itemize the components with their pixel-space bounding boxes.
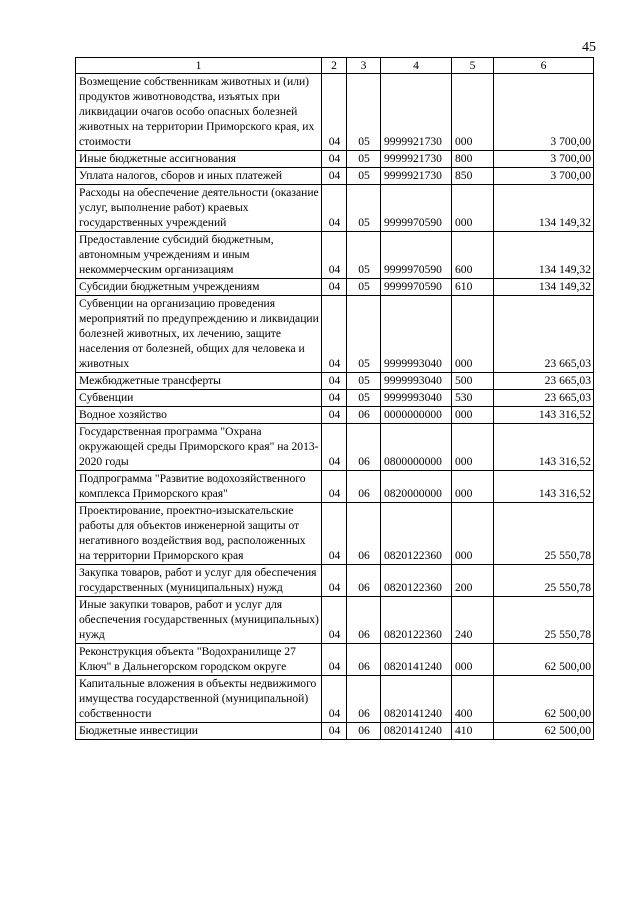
expense-type-code: 500 (452, 373, 494, 390)
razdel-code: 04 (322, 597, 347, 644)
expense-type-code: 610 (452, 279, 494, 296)
podrazdel-code: 05 (347, 168, 381, 185)
table-row (76, 232, 594, 279)
expense-type-code: 000 (452, 74, 494, 151)
row-name: Водное хозяйство (76, 407, 322, 424)
razdel-code: 04 (322, 168, 347, 185)
row-name: Иные бюджетные ассигнования (76, 151, 322, 168)
amount: 23 665,03 (494, 373, 594, 390)
row-name: Проектирование, проектно-изыскательские работы для объектов инженерной защиты от негативного воздействия вод, расположенных на территории Приморского края (76, 503, 322, 565)
table-row (76, 185, 594, 232)
podrazdel-code: 06 (347, 424, 381, 471)
podrazdel-code: 06 (347, 407, 381, 424)
table-row (76, 676, 594, 723)
header-cell: 5 (452, 58, 494, 74)
podrazdel-code: 06 (347, 723, 381, 740)
header-cell: 1 (76, 58, 322, 74)
row-name: Уплата налогов, сборов и иных платежей (76, 168, 322, 185)
header-cell: 3 (347, 58, 381, 74)
table-row (76, 471, 594, 503)
razdel-code: 04 (322, 279, 347, 296)
amount: 23 665,03 (494, 296, 594, 373)
amount: 3 700,00 (494, 168, 594, 185)
table-row (76, 644, 594, 676)
podrazdel-code: 05 (347, 232, 381, 279)
razdel-code: 04 (322, 676, 347, 723)
expense-type-code: 000 (452, 644, 494, 676)
expense-type-code: 000 (452, 471, 494, 503)
expense-type-code: 000 (452, 503, 494, 565)
target-article-code: 9999921730 (381, 74, 452, 151)
razdel-code: 04 (322, 373, 347, 390)
row-name: Подпрограмма "Развитие водохозяйственного комплекса Приморского края" (76, 471, 322, 503)
expense-type-code: 000 (452, 424, 494, 471)
target-article-code: 0820141240 (381, 723, 452, 740)
table-row (76, 723, 594, 740)
target-article-code: 9999993040 (381, 296, 452, 373)
razdel-code: 04 (322, 723, 347, 740)
table-row (76, 597, 594, 644)
podrazdel-code: 06 (347, 597, 381, 644)
expense-type-code: 240 (452, 597, 494, 644)
page-number: 45 (582, 40, 596, 55)
row-name: Субвенции на организацию проведения мероприятий по предупреждению и ликвидации болезней животных, их лечению, защите населения от болезней, общих для человека и животных (76, 296, 322, 373)
expense-type-code: 400 (452, 676, 494, 723)
target-article-code: 9999993040 (381, 390, 452, 407)
target-article-code: 0820122360 (381, 565, 452, 597)
razdel-code: 04 (322, 232, 347, 279)
row-name: Субвенции (76, 390, 322, 407)
table-row (76, 168, 594, 185)
razdel-code: 04 (322, 565, 347, 597)
header-cell: 4 (381, 58, 452, 74)
expense-type-code: 000 (452, 407, 494, 424)
target-article-code: 9999921730 (381, 151, 452, 168)
razdel-code: 04 (322, 390, 347, 407)
table-row (76, 373, 594, 390)
podrazdel-code: 06 (347, 676, 381, 723)
target-article-code: 9999970590 (381, 279, 452, 296)
target-article-code: 9999970590 (381, 232, 452, 279)
razdel-code: 04 (322, 503, 347, 565)
amount: 3 700,00 (494, 151, 594, 168)
razdel-code: 04 (322, 74, 347, 151)
razdel-code: 04 (322, 407, 347, 424)
table-row (76, 74, 594, 151)
razdel-code: 04 (322, 296, 347, 373)
amount: 25 550,78 (494, 597, 594, 644)
expense-type-code: 800 (452, 151, 494, 168)
amount: 62 500,00 (494, 644, 594, 676)
row-name: Предоставление субсидий бюджетным, автономным учреждениям и иным некоммерческим организациям (76, 232, 322, 279)
row-name: Бюджетные инвестиции (76, 723, 322, 740)
amount: 25 550,78 (494, 503, 594, 565)
razdel-code: 04 (322, 185, 347, 232)
razdel-code: 04 (322, 424, 347, 471)
expense-type-code: 200 (452, 565, 494, 597)
row-name: Межбюджетные трансферты (76, 373, 322, 390)
table-row (76, 407, 594, 424)
row-name: Возмещение собственникам животных и (или) продуктов животноводства, изъятых при ликвидации очагов особо опасных болезней животных на территории Приморского края, их стоимости (76, 74, 322, 151)
header-row (76, 58, 594, 74)
table-row (76, 565, 594, 597)
podrazdel-code: 06 (347, 471, 381, 503)
row-name: Иные закупки товаров, работ и услуг для обеспечения государственных (муниципальных) нужд (76, 597, 322, 644)
row-name: Капитальные вложения в объекты недвижимого имущества государственной (муниципальной) собственности (76, 676, 322, 723)
target-article-code: 0800000000 (381, 424, 452, 471)
header-cell: 6 (494, 58, 594, 74)
expense-type-code: 600 (452, 232, 494, 279)
podrazdel-code: 05 (347, 373, 381, 390)
amount: 134 149,32 (494, 279, 594, 296)
expense-type-code: 410 (452, 723, 494, 740)
razdel-code: 04 (322, 644, 347, 676)
row-name: Государственная программа "Охрана окружающей среды Приморского края" на 2013-2020 годы (76, 424, 322, 471)
amount: 62 500,00 (494, 723, 594, 740)
target-article-code: 9999921730 (381, 168, 452, 185)
amount: 143 316,52 (494, 424, 594, 471)
podrazdel-code: 05 (347, 151, 381, 168)
expense-type-code: 000 (452, 296, 494, 373)
target-article-code: 0820122360 (381, 503, 452, 565)
row-name: Реконструкция объекта "Водохранилище 27 Ключ" в Дальнегорском городском округе (76, 644, 322, 676)
amount: 3 700,00 (494, 74, 594, 151)
podrazdel-code: 05 (347, 296, 381, 373)
podrazdel-code: 05 (347, 185, 381, 232)
target-article-code: 0000000000 (381, 407, 452, 424)
podrazdel-code: 05 (347, 279, 381, 296)
expense-type-code: 530 (452, 390, 494, 407)
table-row (76, 296, 594, 373)
podrazdel-code: 05 (347, 390, 381, 407)
razdel-code: 04 (322, 471, 347, 503)
table-row (76, 151, 594, 168)
expense-type-code: 850 (452, 168, 494, 185)
razdel-code: 04 (322, 151, 347, 168)
target-article-code: 0820000000 (381, 471, 452, 503)
amount: 23 665,03 (494, 390, 594, 407)
expense-type-code: 000 (452, 185, 494, 232)
table-row (76, 424, 594, 471)
podrazdel-code: 06 (347, 565, 381, 597)
header-cell: 2 (322, 58, 347, 74)
budget-table (75, 57, 594, 740)
table-row (76, 390, 594, 407)
podrazdel-code: 06 (347, 644, 381, 676)
target-article-code: 0820141240 (381, 644, 452, 676)
row-name: Закупка товаров, работ и услуг для обеспечения государственных (муниципальных) нужд (76, 565, 322, 597)
amount: 143 316,52 (494, 407, 594, 424)
amount: 134 149,32 (494, 232, 594, 279)
amount: 25 550,78 (494, 565, 594, 597)
table-row (76, 503, 594, 565)
amount: 134 149,32 (494, 185, 594, 232)
amount: 62 500,00 (494, 676, 594, 723)
target-article-code: 0820141240 (381, 676, 452, 723)
target-article-code: 0820122360 (381, 597, 452, 644)
row-name: Субсидии бюджетным учреждениям (76, 279, 322, 296)
amount: 143 316,52 (494, 471, 594, 503)
table-row (76, 279, 594, 296)
podrazdel-code: 06 (347, 503, 381, 565)
target-article-code: 9999993040 (381, 373, 452, 390)
row-name: Расходы на обеспечение деятельности (оказание услуг, выполнение работ) краевых государственных учреждений (76, 185, 322, 232)
podrazdel-code: 05 (347, 74, 381, 151)
target-article-code: 9999970590 (381, 185, 452, 232)
